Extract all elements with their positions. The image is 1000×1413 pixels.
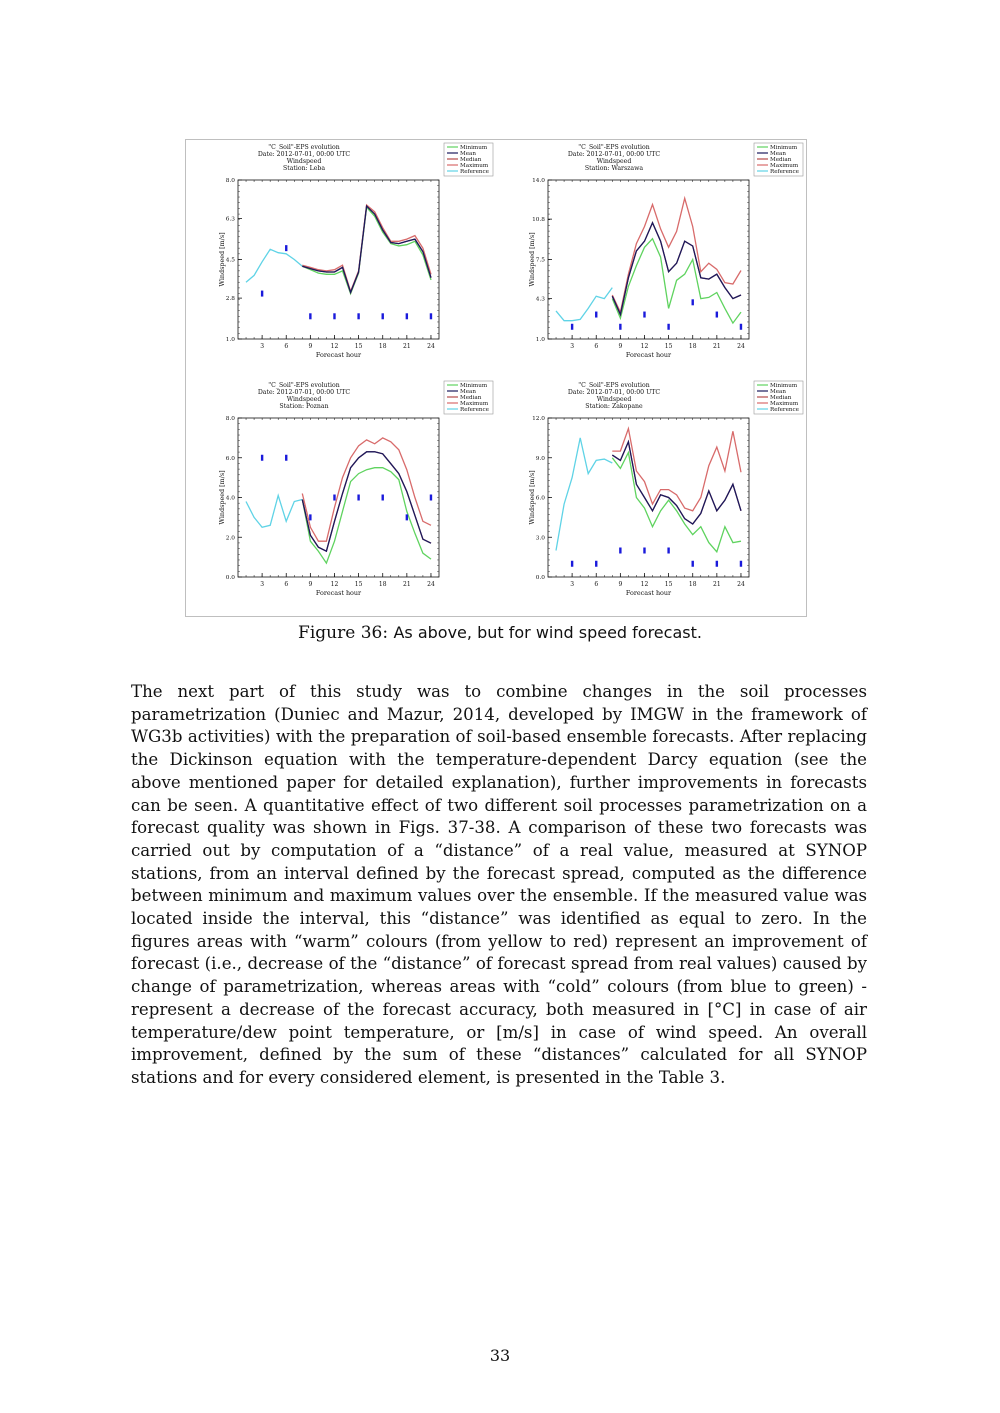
legend-entry: Mean (770, 389, 786, 395)
x-tick-label: 12 (640, 343, 649, 350)
legend-entry: Mean (460, 151, 476, 157)
x-tick-label: 3 (570, 343, 575, 350)
x-tick-label: 24 (427, 343, 435, 350)
y-tick-label: 0.0 (225, 575, 235, 581)
figure-36 (185, 139, 807, 617)
figure-caption (0, 623, 1000, 643)
x-tick-label: 18 (378, 343, 387, 350)
chart-panel-poznan (186, 378, 495, 615)
y-tick-label: 9.0 (535, 455, 545, 462)
y-tick-label: 7.5 (535, 257, 545, 264)
chart-zakopane (496, 378, 805, 615)
legend-entry: Mean (770, 151, 786, 157)
legend-entry: Reference (770, 169, 799, 175)
x-tick-label: 15 (354, 581, 363, 588)
chart-station: Station: Poznan (279, 403, 329, 410)
x-tick-label: 15 (664, 343, 673, 350)
y-tick-label: 4.0 (225, 495, 235, 502)
chart-title: "C_Soil"-EPS evolution (578, 144, 650, 151)
observation-marker (382, 495, 384, 501)
chart-title: "C_Soil"-EPS evolution (578, 382, 650, 389)
y-tick-label: 6.0 (535, 495, 545, 502)
x-tick-label: 6 (594, 343, 599, 350)
legend-entry: Minimum (770, 383, 798, 389)
observation-marker (667, 548, 669, 554)
x-tick-label: 9 (618, 343, 623, 350)
y-axis-label: Windspeed [m/s] (528, 232, 536, 287)
x-axis-label: Forecast hour (315, 589, 362, 597)
x-axis-label: Forecast hour (625, 589, 672, 597)
page-number: 33 (489, 1346, 511, 1365)
y-tick-label: 4.5 (225, 257, 235, 264)
y-tick-label: 6.3 (225, 216, 235, 223)
x-tick-label: 12 (330, 581, 339, 588)
observation-marker (571, 561, 573, 567)
x-tick-label: 24 (427, 581, 435, 588)
y-tick-label: 8.0 (225, 416, 235, 422)
x-tick-label: 3 (570, 581, 575, 588)
legend-entry: Maximum (770, 401, 799, 407)
chart-panel-warszawa (496, 140, 805, 377)
observation-marker (406, 313, 408, 319)
observation-marker (406, 514, 408, 520)
observation-marker (595, 312, 597, 318)
legend-entry: Median (770, 157, 792, 163)
chart-variable: Windspeed (596, 396, 632, 403)
observation-marker (333, 495, 335, 501)
x-tick-label: 12 (640, 581, 649, 588)
y-tick-label: 14.0 (532, 178, 545, 184)
chart-date: Date: 2012-07-01, 00:00 UTC (567, 389, 661, 396)
chart-variable: Windspeed (286, 396, 322, 403)
x-tick-label: 18 (378, 581, 387, 588)
observation-marker (692, 299, 694, 305)
x-tick-label: 9 (308, 343, 313, 350)
observation-marker (357, 495, 359, 501)
observation-marker (619, 548, 621, 554)
x-tick-label: 21 (403, 343, 411, 350)
y-tick-label: 8.0 (225, 178, 235, 184)
x-tick-label: 9 (308, 581, 313, 588)
observation-marker (430, 495, 432, 501)
y-tick-label: 1.0 (535, 337, 545, 343)
caption-text: As above, but for wind speed forecast. (393, 623, 702, 642)
observation-marker (692, 561, 694, 567)
x-tick-label: 6 (594, 581, 599, 588)
x-tick-label: 3 (260, 581, 265, 588)
y-tick-label: 4.3 (535, 296, 545, 303)
observation-marker (285, 245, 287, 251)
y-tick-label: 0.0 (535, 575, 545, 581)
x-tick-label: 6 (284, 581, 289, 588)
body-paragraph: The next part of this study was to combine changes in the soil processes parametrization (Duniec and Mazur, 2014, developed by IMGW in the framework of WG3b activities) with the preparation of soil-based ensemble forecasts. After replacing the Dickinson equation with the temperature-dependent Darcy equation (see the above mentioned paper for detailed explanation), further improvements in forecasts can be seen. A quantitative effect of two different soil processes parametrization on a forecast quality was shown in Figs. 37-38. A comparison of these two forecasts was carried out by computation of a “distance” of a real value, measured at SYNOP stations, from an interval defined by the forecast spread, computed as the difference between minimum and maximum values over the ensemble. If the measured value was located inside the interval, this “distance” was identified as equal to zero. In the figures areas with “warm” colours (from yellow to red) represent an improvement of forecast (i.e., decrease of the “distance” of forecast spread from real values) caused by change of parametrization, whereas areas with “cold” colours (from blue to green) - represent a decrease of the forecast accuracy, both measured in [°C] in case of air temperature/dew point temperature, or [m/s] in case of wind speed. An overall improvement, defined by the sum of these “distances” calculated for all SYNOP stations and for every considered element, is presented in the Table 3. (131, 682, 867, 1087)
observation-marker (619, 324, 621, 330)
x-tick-label: 18 (688, 581, 697, 588)
observation-marker (261, 455, 263, 461)
x-axis-label: Forecast hour (315, 351, 362, 359)
plot-area (548, 180, 749, 339)
x-tick-label: 15 (354, 343, 363, 350)
chart-station: Station: Warszawa (584, 165, 644, 172)
x-tick-label: 15 (664, 581, 673, 588)
x-tick-label: 3 (260, 343, 265, 350)
observation-marker (595, 561, 597, 567)
chart-variable: Windspeed (596, 158, 632, 165)
observation-marker (571, 324, 573, 330)
legend-entry: Reference (770, 407, 799, 413)
legend-entry: Reference (460, 407, 489, 413)
legend-entry: Median (460, 157, 482, 163)
chart-station: Station: Leba (282, 165, 326, 172)
chart-warszawa (496, 140, 805, 377)
observation-marker (667, 324, 669, 330)
x-tick-label: 12 (330, 343, 339, 350)
chart-leba (186, 140, 495, 377)
observation-marker (643, 548, 645, 554)
y-tick-label: 10.8 (532, 217, 545, 224)
chart-date: Date: 2012-07-01, 00:00 UTC (567, 151, 661, 158)
observation-marker (309, 313, 311, 319)
x-tick-label: 18 (688, 343, 697, 350)
x-tick-label: 9 (618, 581, 623, 588)
chart-variable: Windspeed (286, 158, 322, 165)
x-tick-label: 21 (713, 581, 721, 588)
chart-title: "C_Soil"-EPS evolution (268, 144, 340, 151)
legend-entry: Maximum (770, 163, 799, 169)
x-axis-label: Forecast hour (625, 351, 672, 359)
observation-marker (643, 312, 645, 318)
plot-area (548, 418, 749, 577)
chart-title: "C_Soil"-EPS evolution (268, 382, 340, 389)
y-tick-label: 2.8 (225, 296, 235, 303)
x-tick-label: 21 (403, 581, 411, 588)
observation-marker (261, 291, 263, 297)
plot-area (238, 180, 439, 339)
legend-entry: Reference (460, 169, 489, 175)
observation-marker (309, 514, 311, 520)
y-tick-label: 1.0 (225, 337, 235, 343)
legend-entry: Median (770, 395, 792, 401)
legend-entry: Minimum (770, 145, 798, 151)
x-tick-label: 21 (713, 343, 721, 350)
y-tick-label: 6.0 (225, 455, 235, 462)
chart-panel-leba (186, 140, 495, 377)
caption-label: Figure 36: (298, 623, 389, 643)
legend-entry: Median (460, 395, 482, 401)
chart-panel-zakopane (496, 378, 805, 615)
y-tick-label: 2.0 (225, 535, 235, 542)
observation-marker (357, 313, 359, 319)
observation-marker (716, 561, 718, 567)
legend-entry: Minimum (460, 383, 488, 389)
legend-entry: Maximum (460, 163, 489, 169)
chart-poznan (186, 378, 495, 615)
y-tick-label: 12.0 (532, 416, 545, 422)
legend-entry: Minimum (460, 145, 488, 151)
chart-date: Date: 2012-07-01, 00:00 UTC (257, 389, 351, 396)
observation-marker (333, 313, 335, 319)
observation-marker (430, 313, 432, 319)
observation-marker (382, 313, 384, 319)
legend-entry: Maximum (460, 401, 489, 407)
y-axis-label: Windspeed [m/s] (528, 470, 536, 525)
observation-marker (740, 561, 742, 567)
y-axis-label: Windspeed [m/s] (218, 470, 226, 525)
x-tick-label: 6 (284, 343, 289, 350)
observation-marker (285, 455, 287, 461)
observation-marker (716, 312, 718, 318)
y-tick-label: 3.0 (535, 535, 545, 542)
legend-entry: Mean (460, 389, 476, 395)
x-tick-label: 24 (737, 343, 745, 350)
x-tick-label: 24 (737, 581, 745, 588)
observation-marker (740, 324, 742, 330)
chart-station: Station: Zakopane (585, 403, 643, 410)
chart-date: Date: 2012-07-01, 00:00 UTC (257, 151, 351, 158)
y-axis-label: Windspeed [m/s] (218, 232, 226, 287)
